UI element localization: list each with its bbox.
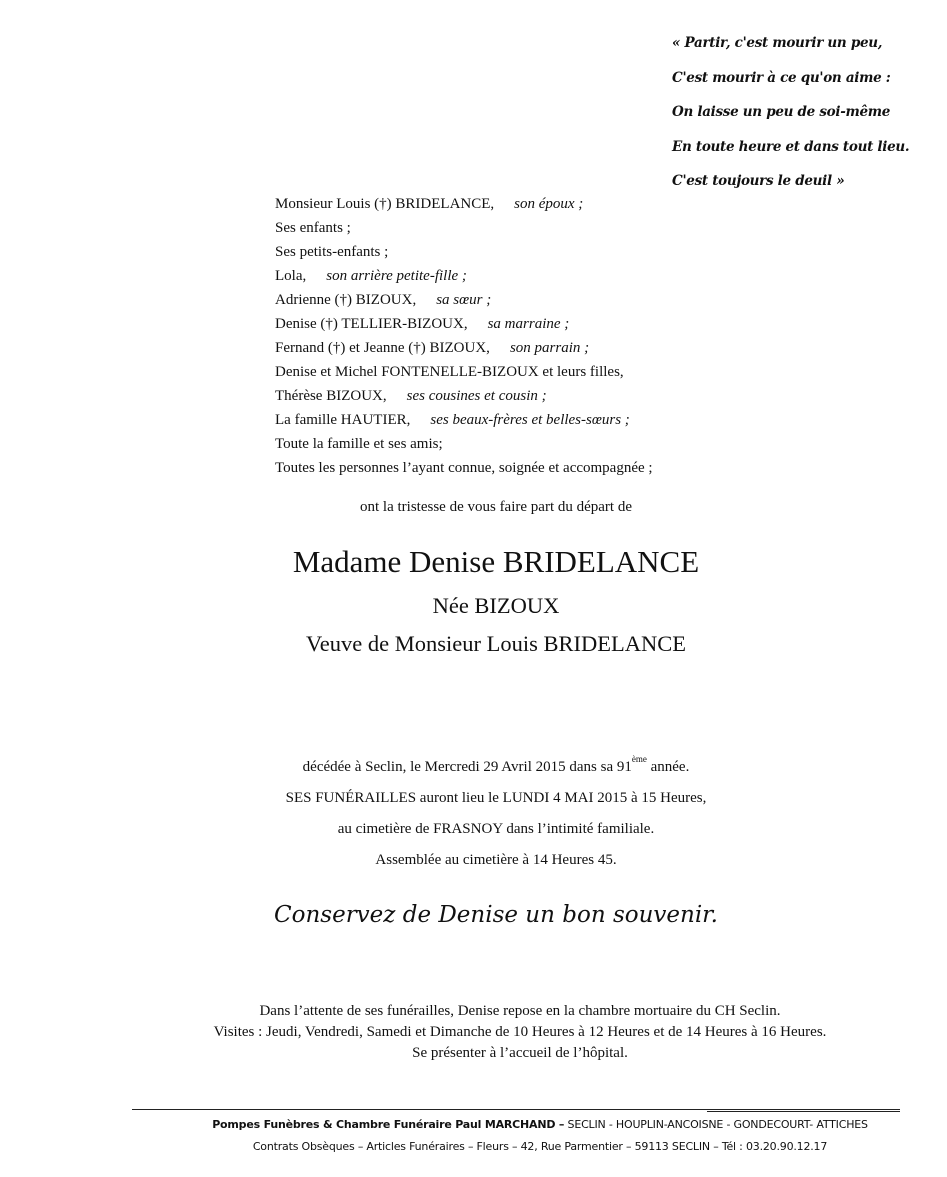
visits-line: Visites : Jeudi, Vendredi, Samedi et Dimanche de 10 Heures à 12 Heures et de 14 Heures à 16 Heures.: [213, 1024, 827, 1040]
family-name: La famille HAUTIER,: [275, 412, 411, 428]
visits-info: [0, 1001, 947, 1064]
family-name: Lola,: [275, 268, 307, 284]
family-relation: sa sœur ;: [436, 292, 492, 308]
funeral-line: SES FUNÉRAILLES auront lieu le LUNDI 4 MAI 2015 à 15 Heures,: [285, 790, 707, 806]
family-name: Ses enfants ;: [275, 220, 351, 236]
family-relation: son parrain ;: [509, 340, 590, 356]
family-name: Ses petits-enfants ;: [275, 244, 389, 260]
family-relation: sa marraine ;: [487, 316, 570, 332]
family-name: Toute la famille et ses amis;: [275, 436, 443, 452]
visits-line: Dans l’attente de ses funérailles, Denise repose en la chambre mortuaire du CH Seclin.: [259, 1003, 781, 1019]
footer-divider-short: [707, 1111, 900, 1112]
assembly-line: Assemblée au cimetière à 14 Heures 45.: [375, 852, 617, 868]
family-row: [275, 408, 795, 432]
family-relation: ses cousines et cousin ;: [406, 388, 547, 404]
visits-line: Se présenter à l’accueil de l’hôpital.: [412, 1045, 628, 1061]
family-relation: son époux ;: [514, 196, 584, 212]
family-list: [275, 192, 795, 480]
cemetery-line: au cimetière de FRASNOY dans l’intimité familiale.: [337, 821, 655, 837]
birth-name: Née BIZOUX: [432, 593, 560, 618]
family-row: [275, 336, 795, 360]
family-row: [275, 456, 795, 480]
family-relation: ses beaux-frères et belles-sœurs ;: [430, 412, 630, 428]
family-row: [275, 240, 795, 264]
family-row: [275, 432, 795, 456]
family-row: [275, 384, 795, 408]
family-name: Fernand (†) et Jeanne (†) BIZOUX,: [275, 340, 490, 356]
footer-divider: [132, 1109, 900, 1110]
family-name: Toutes les personnes l’ayant connue, soignée et accompagnée ;: [275, 460, 653, 476]
funeral-details: [20, 747, 947, 876]
family-row: [275, 360, 795, 384]
death-line: décédée à Seclin, le Mercredi 29 Avril 2015 dans sa 91ème année.: [302, 754, 690, 775]
footer-services-line: Contrats Obsèques – Articles Funéraires – Fleurs – 42, Rue Parmentier – 59113 SECLIN – Tél : 03.20.90.12.17: [252, 1140, 828, 1153]
souvenir-message: Conservez de Denise un bon souvenir.: [274, 902, 718, 928]
family-row: [275, 312, 795, 336]
family-name: Thérèse BIZOUX,: [275, 388, 387, 404]
family-row: [275, 288, 795, 312]
poem-line: On laisse un peu de soi-même: [672, 104, 891, 120]
family-row: [275, 192, 795, 216]
poem-epigraph: [672, 26, 942, 199]
widow-of: Veuve de Monsieur Louis BRIDELANCE: [306, 631, 686, 656]
family-row: [275, 216, 795, 240]
family-name: Denise (†) TELLIER-BIZOUX,: [275, 316, 468, 332]
family-name: Denise et Michel FONTENELLE-BIZOUX et leurs filles,: [275, 364, 624, 380]
company-locations: SECLIN - HOUPLIN-ANCOISNE - GONDECOURT- ATTICHES: [564, 1118, 868, 1131]
announcement-text: ont la tristesse de vous faire part du départ de: [360, 499, 632, 515]
deceased-name: Madame Denise BRIDELANCE: [292, 544, 700, 579]
family-name: Monsieur Louis (†) BRIDELANCE,: [275, 196, 495, 212]
poem-line: En toute heure et dans tout lieu.: [672, 138, 910, 155]
footer-company-line: [30, 1117, 947, 1133]
family-relation: son arrière petite-fille ;: [326, 268, 467, 284]
family-row: [275, 264, 795, 288]
company-name: Pompes Funèbres & Chambre Funéraire Paul MARCHAND –: [212, 1118, 565, 1131]
poem-line: C'est mourir à ce qu'on aime :: [672, 69, 891, 86]
poem-line: « Partir, c'est mourir un peu,: [672, 35, 883, 51]
family-name: Adrienne (†) BIZOUX,: [275, 292, 417, 308]
poem-line: C'est toujours le deuil »: [672, 173, 845, 189]
